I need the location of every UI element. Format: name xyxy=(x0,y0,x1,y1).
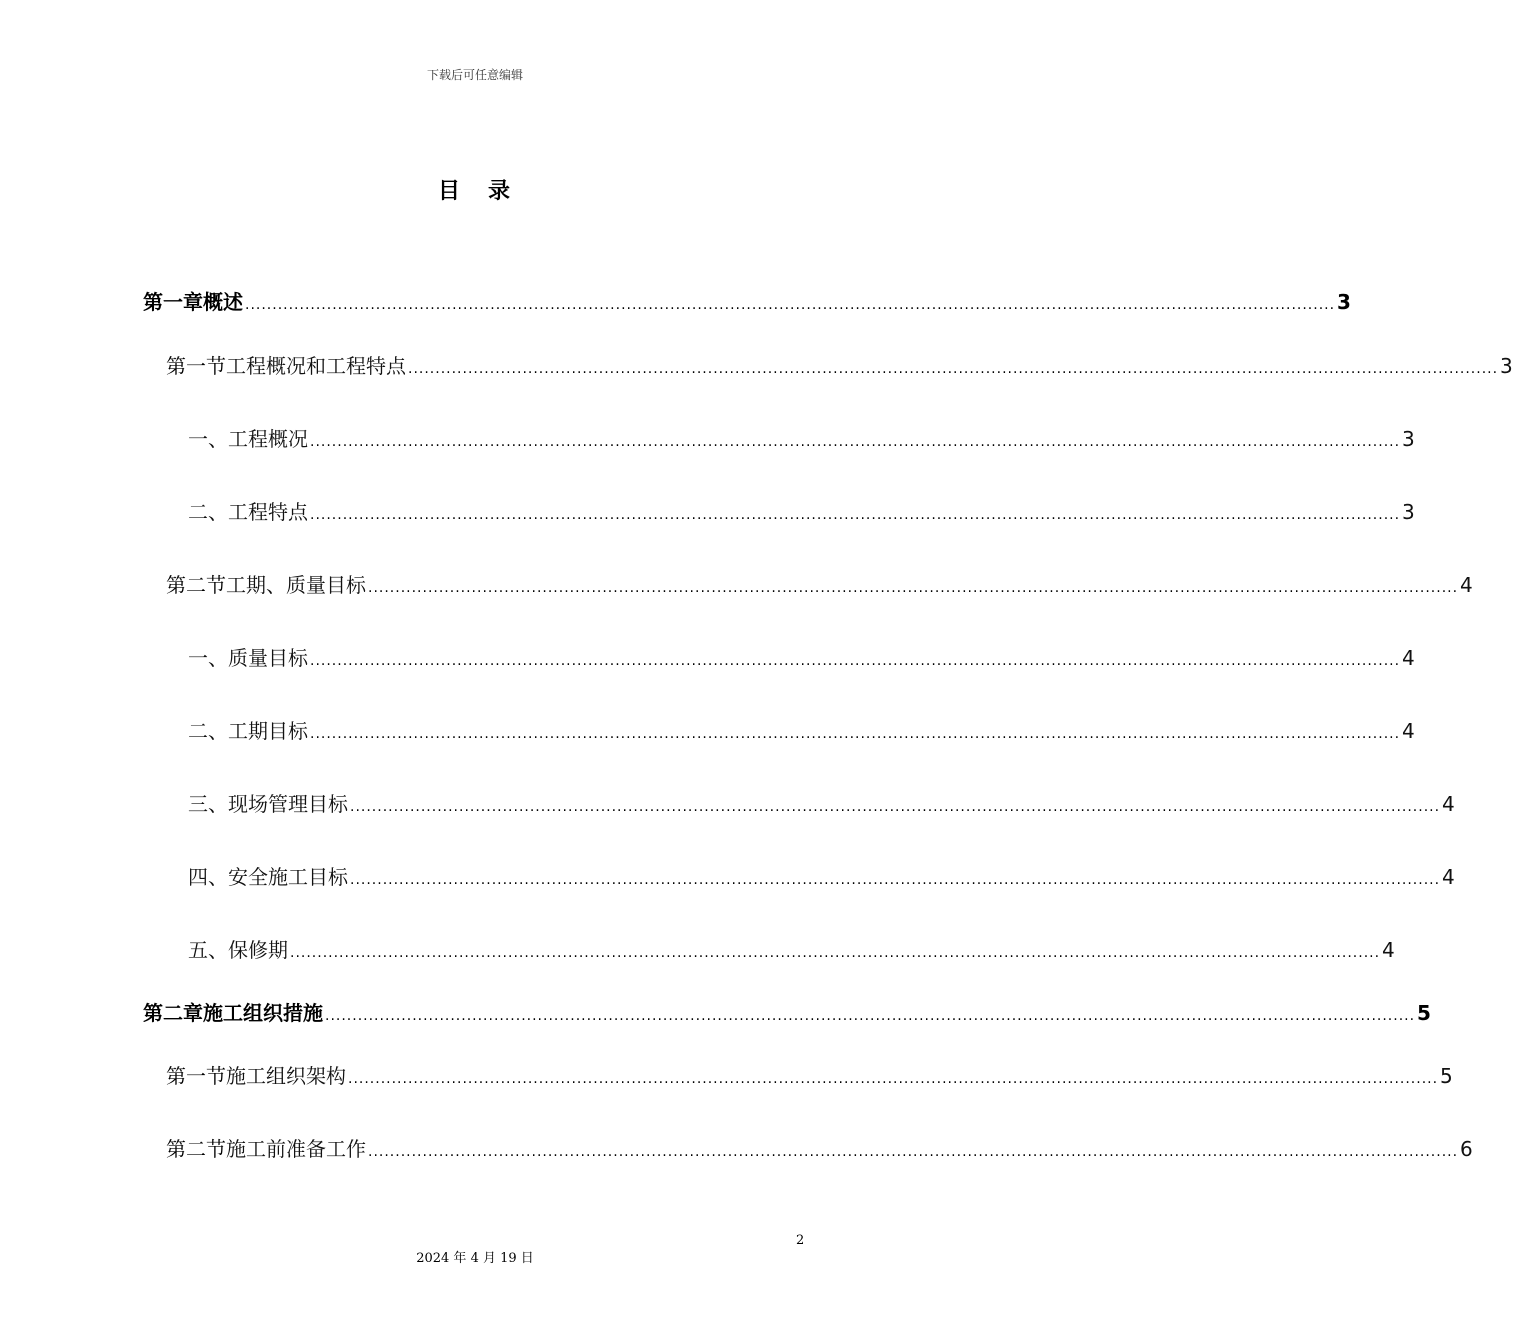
toc-entry[interactable] xyxy=(166,1058,1453,1090)
toc-text: 安全施工目标 xyxy=(228,865,348,889)
toc-text: 工程概况 xyxy=(228,427,308,451)
toc-leader: ........................................................................................................................................................................................................ xyxy=(310,507,1401,523)
toc-entry[interactable] xyxy=(166,1131,1473,1163)
toc-text: 施工组织架构 xyxy=(226,1064,346,1088)
toc-leader: ........................................................................................................................................................................................................ xyxy=(310,653,1401,669)
toc-entry[interactable] xyxy=(143,995,1431,1027)
toc-number: 一、 xyxy=(188,646,228,670)
toc-page: 3 xyxy=(1500,354,1513,378)
toc-page: 4 xyxy=(1442,792,1455,816)
toc-number: 五、 xyxy=(188,938,228,962)
toc-entry[interactable] xyxy=(188,640,1415,672)
toc-entry[interactable] xyxy=(188,713,1415,745)
toc-entry[interactable] xyxy=(166,567,1473,599)
toc-entry[interactable] xyxy=(143,284,1351,316)
toc-leader: ........................................................................................................................................................................................................ xyxy=(350,799,1441,815)
title-part-2: 录 xyxy=(488,179,513,204)
toc-number: 二、 xyxy=(188,719,228,743)
toc-entry[interactable] xyxy=(188,932,1395,964)
toc-text: 质量目标 xyxy=(228,646,308,670)
toc-text: 保修期 xyxy=(228,938,288,962)
toc-number: 第二节 xyxy=(166,573,226,597)
toc-entry[interactable] xyxy=(188,786,1455,818)
page-header: 下载后可任意编辑 xyxy=(426,68,523,82)
toc-page: 3 xyxy=(1402,427,1415,451)
toc-number: 三、 xyxy=(188,792,228,816)
toc-leader: ........................................................................................................................................................................................................ xyxy=(245,297,1336,313)
page-footer-date: 2024 年 4 月 19 日 xyxy=(416,1251,534,1266)
toc-leader: ........................................................................................................................................................................................................ xyxy=(325,1008,1416,1024)
toc-leader: ........................................................................................................................................................................................................ xyxy=(368,1144,1459,1160)
toc-number: 第二节 xyxy=(166,1137,226,1161)
toc-number: 第一章 xyxy=(143,290,203,314)
toc-leader: ........................................................................................................................................................................................................ xyxy=(368,580,1459,596)
toc-page: 4 xyxy=(1402,646,1415,670)
toc-leader: ........................................................................................................................................................................................................ xyxy=(290,945,1381,961)
toc-leader: ........................................................................................................................................................................................................ xyxy=(348,1071,1439,1087)
toc-page: 4 xyxy=(1442,865,1455,889)
toc-leader: ........................................................................................................................................................................................................ xyxy=(408,361,1499,377)
toc-text: 工程概况和工程特点 xyxy=(226,354,406,378)
toc-entry[interactable] xyxy=(188,494,1415,526)
toc-page: 4 xyxy=(1402,719,1415,743)
toc-text: 概述 xyxy=(203,290,243,314)
toc-number: 四、 xyxy=(188,865,228,889)
toc-leader: ........................................................................................................................................................................................................ xyxy=(310,726,1401,742)
toc-entry[interactable] xyxy=(188,421,1415,453)
toc-page: 4 xyxy=(1382,938,1395,962)
toc-entry[interactable] xyxy=(166,348,1513,380)
toc-leader: ........................................................................................................................................................................................................ xyxy=(310,434,1401,450)
toc-text: 施工前准备工作 xyxy=(226,1137,366,1161)
toc-page: 6 xyxy=(1460,1137,1473,1161)
toc-number: 第一节 xyxy=(166,1064,226,1088)
toc-page: 4 xyxy=(1460,573,1473,597)
toc-text: 现场管理目标 xyxy=(228,792,348,816)
toc-page: 5 xyxy=(1440,1064,1453,1088)
toc-page: 3 xyxy=(1337,290,1351,314)
toc-entry[interactable] xyxy=(188,859,1455,891)
toc-page: 3 xyxy=(1402,500,1415,524)
toc-number: 一、 xyxy=(188,427,228,451)
toc-text: 工程特点 xyxy=(228,500,308,524)
toc-number: 第一节 xyxy=(166,354,226,378)
page-number: 2 xyxy=(796,1233,805,1248)
toc-text: 施工组织措施 xyxy=(203,1001,323,1025)
toc-page: 5 xyxy=(1417,1001,1431,1025)
toc-number: 二、 xyxy=(188,500,228,524)
toc-text: 工期目标 xyxy=(228,719,308,743)
title-part-1: 目 xyxy=(437,179,462,204)
toc-text: 工期、质量目标 xyxy=(226,573,366,597)
toc-leader: ........................................................................................................................................................................................................ xyxy=(350,872,1441,888)
toc-number: 第二章 xyxy=(143,1001,203,1025)
